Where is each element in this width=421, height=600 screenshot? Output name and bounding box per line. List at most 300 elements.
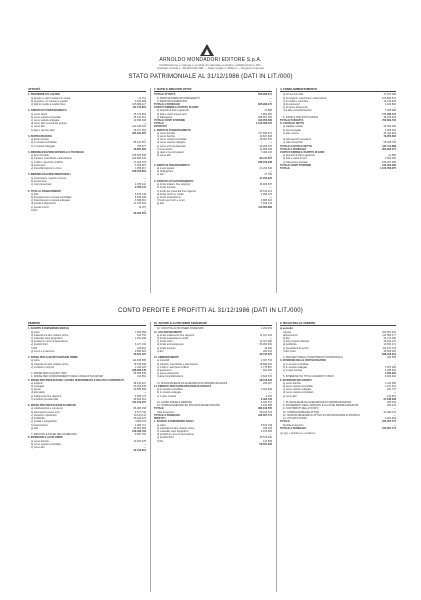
line-item-value: 1.058.917 (134, 167, 146, 171)
line-item-value: 414.561 (386, 394, 396, 398)
line-item-value: 8.922.922 (384, 375, 396, 379)
line-item-value: 95.185.793 (383, 141, 396, 145)
line-item-label: 5. IMMOBILIZZAZIONI IMMATERIALI (28, 173, 71, 177)
line-item-label: 1. SCORTE E RIMANENZE INIZIALI (28, 327, 70, 331)
line-item-label: 1. DEBITI DI FUNZIONAMENTO (154, 128, 191, 132)
line-item-label: 3. FONDI DI ACCANTONAMENTO (154, 179, 194, 183)
line-item-value: — (269, 170, 272, 174)
line-item-value: 36.929.597 (259, 183, 272, 187)
line-item-value: 42.000.182 (383, 125, 396, 129)
line-item-label: 4. IMMOBILIZZAZIONI MATERIALI E TECNICHE (28, 151, 84, 155)
line-item-label: b) materiali ed altre materie prime (31, 333, 69, 337)
line-item-value: 35.165.303 (383, 115, 396, 119)
line-item-value: 3.888.613 (260, 199, 272, 203)
line-item-value: — (269, 391, 272, 395)
line-item-value: 298.567.360 (258, 115, 272, 119)
line-item-label: d) verso società controllanti (283, 391, 314, 395)
line-item-value: 9.976.146 (134, 192, 146, 196)
line-item-label: 7. IMPOSTE E TASSE DELL'ESERCIZIO (31, 433, 77, 437)
line-item-label: d) pubblicità (283, 343, 297, 347)
line-item-label: 12. AMMORTAMENTI (154, 356, 179, 360)
line-item-label: e) prestiti a terzi (31, 205, 49, 209)
line-item-value: 188.267.356 (382, 160, 396, 164)
line-item-value: — (143, 442, 146, 446)
line-item-value: 286.159.948 (258, 160, 272, 164)
line-item-value: 114.556.177 (382, 333, 396, 337)
column-divider (150, 88, 151, 293)
line-item-label: 6. SPESE PER PRESTAZIONI DI SERVIZI (28, 404, 76, 408)
line-item-label: a) depositi di titoli a garanzia (283, 154, 315, 158)
income-statement-title: CONTO PERDITE E PROFITTI AL 31/12/1986 (DATI IN LIT./000) (117, 308, 303, 314)
line-item-label: 14. PERDITE PER PARTECIPAZIONI IN SOCIETÀ (154, 385, 212, 389)
line-item-value: 2.890.623 (134, 349, 146, 353)
line-item-label: 3. SPESE PER ACQUISTI VARI (31, 372, 67, 376)
line-item-label: a) verso clienti (31, 112, 48, 116)
line-item-value: 79.766.468 (133, 362, 146, 366)
line-item-value: 293.027 (262, 381, 272, 385)
line-item-value: 36.744.475 (259, 353, 272, 357)
line-item-value: 19.298.076 (259, 144, 272, 148)
line-item-value: — (393, 362, 396, 366)
section-title: PERDITE (28, 322, 146, 326)
line-item-value: — (143, 122, 146, 126)
line-item-label: b) riserva legale (283, 128, 301, 132)
line-item-value: 1.775.897 (260, 365, 272, 369)
income-col-losses (28, 322, 146, 594)
line-item-label: d) fondo ammortamento (157, 343, 184, 347)
line-item-label: d) prodotti in corso di lavorazione (31, 340, 68, 344)
line-item-label: e) prodotti finiti (31, 343, 48, 347)
line-item-label: PASSIVITÀ (154, 125, 168, 129)
line-item-value: 3.120 (265, 394, 272, 398)
line-item-value: 18.894.000 (259, 362, 272, 366)
line-item-label: d) automezzi (157, 369, 172, 373)
line-item-label: d) di automezzi (283, 103, 300, 107)
line-item-label: a) fondo trattam. fine rapporto (157, 183, 191, 187)
line-item-value: 187.114.888 (382, 144, 396, 148)
section-title: 7. RATEI E RISCONTI ATTIVI (154, 88, 272, 92)
line-item-value: — (393, 138, 396, 142)
line-item-value: 80.441.697 (259, 157, 272, 161)
line-item-label: f) contributi previdenziali (31, 397, 58, 401)
line-item-value: 117.659.673 (258, 131, 272, 135)
line-item-label: f) di altre immobilizzazioni (283, 109, 312, 113)
line-item-value: 4.008.000 (384, 128, 396, 132)
line-item-label: c) verso società collegate (283, 388, 312, 392)
line-item-label: e) verso altri (31, 125, 45, 129)
line-item-value: — (143, 176, 146, 180)
line-item-value: 3.491.609 (260, 388, 272, 392)
line-item-label: b) depositi e c/c bancari e postali (31, 99, 68, 103)
line-item-label: 6. CAPITALE NETTO (280, 122, 305, 126)
section-title: 4. FONDI AMMORTAMENTO (280, 88, 396, 92)
line-item-label: TOTALE PASSIVITÀ (280, 119, 304, 123)
line-item-value: 66.514.111 (133, 413, 146, 417)
line-item-label: f) altri ricavi (283, 349, 296, 353)
line-item-value: 1.557.000 (384, 365, 396, 369)
line-item-value: 180.443 (386, 404, 396, 408)
line-item-label: b) fondo svalutazione crediti (157, 337, 189, 341)
line-item-value: 3.898.961 (134, 199, 146, 203)
line-item-label: 2. CREDITI DI FUNZIONAMENTO (28, 109, 67, 113)
line-item-label: b) finanziamenti a società controllate (31, 195, 72, 199)
line-item-label: a) carta (31, 330, 40, 334)
line-item-value: — (269, 433, 272, 437)
line-item-label: f) altri (157, 349, 164, 353)
line-item-label: g) ratei e risconti passivi (157, 151, 184, 155)
line-item-label: a) verso banche (283, 381, 301, 385)
income-col-profits (280, 322, 396, 594)
line-item-label: a) di beni immobili (283, 93, 304, 97)
line-item-value: 185.154 (386, 401, 396, 405)
line-item-label: a) periodici (280, 327, 294, 331)
line-item-label: a) concessioni, marchi e licenze (31, 176, 67, 180)
line-item-label: e) fondo imposte (157, 346, 176, 350)
line-item-value: 105.605.846 (132, 154, 146, 158)
line-item-label: b) impianti, macchinari e attrezzature (157, 362, 198, 366)
line-item-label: f) fondo per rischi e oneri (157, 199, 185, 203)
line-item-value: — (393, 413, 396, 417)
line-item-label: 4. SPESE PER FUNZIONAMENTO DEGLI ORGANI SOCIETARI (31, 375, 104, 379)
line-item-value: 38.415.321 (133, 381, 146, 385)
line-item-value: 13.149.845 (383, 99, 396, 103)
line-item-label: g) altri (157, 202, 164, 206)
line-item-value: 905.996.271 (258, 103, 272, 107)
line-item-value: 1.013.566 (384, 381, 396, 385)
line-item-label: d) automezzi (31, 163, 46, 167)
line-item-label: c) in altre società (157, 394, 176, 398)
line-item-value: 26.127.054 (133, 128, 146, 132)
line-item-label: TOTALE CAPITALE NETTO (280, 144, 312, 148)
line-item-value: 26.602.800 (133, 426, 146, 430)
line-item-value: 1.201.454 (260, 327, 272, 331)
line-item-label: b) fondo imposte (157, 186, 176, 190)
line-item-label: f) ratei e risconti attivi (31, 128, 55, 132)
line-item-value: 280.163 (262, 349, 272, 353)
line-item-label: c) materiale vario tipografico (31, 337, 63, 341)
footnote: (1) Agg. e Sottolinea e condizioni (280, 431, 315, 435)
line-item-label: e) utile d'esercizio (283, 141, 303, 145)
column-divider (276, 88, 277, 293)
line-item-label: b) obbligazioni (157, 170, 174, 174)
total-row (154, 443, 272, 446)
line-item-value: 111.744.652 (132, 106, 146, 110)
line-item-value: 905.996.271 (258, 93, 272, 97)
line-item-value: 1.010.122 (134, 365, 146, 369)
line-item-label: f) verso erario (157, 147, 173, 151)
line-item-value: 2.367.763 (260, 359, 272, 363)
line-item-label: c) mobili e macchine d'ufficio (31, 160, 63, 164)
line-item-value: 241.770 (386, 388, 396, 392)
line-item-value: 8.570.149 (260, 423, 272, 427)
line-item-value: — (269, 195, 272, 199)
line-item-label: TOTALE (280, 167, 290, 171)
line-item-label: TOTALE ATTIVITÀ (154, 93, 176, 97)
line-item-label: CONTI D'ORDINE E PARTITE DI GIRO (280, 151, 325, 155)
line-item-value: 95.105.793 (259, 410, 272, 414)
line-item-label: 9. PERDITE D'ESERCIZIO (157, 99, 188, 103)
line-item-label: 9. CONTRIBUTI DELLO STATO (283, 407, 319, 411)
line-item-label: a) in società controllate (283, 362, 309, 366)
line-item-label: e) postali e telegrafiche (31, 420, 57, 424)
line-item-label: c) titoli di credito a reddito fisso (31, 103, 66, 107)
line-item-label: b) in società collegate (283, 365, 308, 369)
column-divider (276, 322, 277, 592)
line-item-label: c) di mobili e macchine (283, 99, 309, 103)
line-item-value: 169.660.044 (132, 157, 146, 161)
line-item-label: 8. PERDITE ESERCIZI PRECEDENTI (157, 96, 200, 100)
total-row (280, 167, 396, 170)
line-item-label: f) altri (31, 208, 38, 212)
line-item-value: 1.800.250 (384, 157, 396, 161)
line-item-value: 212.445.103 (132, 125, 146, 129)
line-item-value: 942.067.774 (382, 426, 396, 430)
line-item-value: 188.383.145 (132, 369, 146, 373)
line-item-value: 4.000.900 (384, 372, 396, 376)
line-item-value: 21.580 (264, 109, 272, 113)
line-item-label: 2. DEBITI DI FINANZIAMENTO (154, 163, 190, 167)
line-item-value: 45.626.305 (383, 349, 396, 353)
line-item-value: 305.184.287 (132, 131, 146, 135)
line-item-value: 33.041.964 (383, 131, 396, 135)
line-item-value: 24.480.114 (383, 410, 396, 414)
line-item-value: — (269, 337, 272, 341)
line-item-value: 39.602.461 (133, 397, 146, 401)
line-item-value: 391.557.941 (382, 330, 396, 334)
section-title: ATTIVITÀ (28, 88, 146, 92)
line-item-label: a) fondo trattamento fine rapporto (157, 333, 195, 337)
line-item-value: 8.633.499 (134, 195, 146, 199)
line-item-label: a) verso fornitori (157, 131, 176, 135)
line-item-label: TOTALE (154, 122, 164, 126)
line-item-label: c) finanziamenti a società collegate (31, 199, 70, 203)
line-item-label: 5. INTERESSI SU TITOLI A REDDITO FISSO (283, 375, 334, 379)
line-item-value: 86.088.156 (133, 407, 146, 411)
line-item-label: 5. SPESE PER PRESTAZIONI, LAVORO SUBORDINATO E RELATIVI CONTRIBUTI (28, 378, 124, 382)
line-item-value: 45.176.864 (133, 112, 146, 116)
line-item-value: — (143, 138, 146, 142)
line-item-value: 25.443.247 (133, 417, 146, 421)
line-item-label: a) carta (157, 423, 166, 427)
line-item-value: 58.561.920 (259, 442, 272, 446)
line-item-label: a) collaborazioni e compensi (31, 407, 63, 411)
line-item-label: a) azioni proprie (31, 138, 49, 142)
line-item-label: CONTI D'ORDINE E PARTITE DI GIRO (154, 106, 199, 110)
line-item-value: 114.065.883 (258, 205, 272, 209)
line-item-value: 105.868.117 (132, 103, 146, 107)
line-item-value: 21.203.306 (259, 167, 272, 171)
line-item-value: 942.067.774 (382, 420, 396, 424)
balance-col-assets (28, 88, 146, 298)
line-item-label: TOTALE A PAREGGIO (154, 103, 181, 107)
line-item-label: 13. MINUSVALENZE DA ALIENAZIONI DI IMMOBILIZZAZIONI (157, 381, 228, 385)
line-item-value: 171.480.715 (382, 112, 396, 116)
line-item-value: 17.513.908 (383, 93, 396, 97)
line-item-label: f) assicurazioni (31, 423, 48, 427)
line-item-value: 2.785.441 (134, 183, 146, 187)
line-item-label: TOTALE A PAREGGIO (154, 413, 181, 417)
line-item-value: 313.561 (136, 375, 146, 379)
line-item-label: 7. PLUSVALENZE DA ALIENAZIONE DI IMMOBILIZZAZIONI (283, 401, 352, 405)
total-row (280, 427, 396, 430)
balance-sheet-title: STATO PATRIMONIALE AL 31/12/1986 (DATI IN LIT./000) (128, 74, 293, 80)
line-item-value: 921.450 (262, 369, 272, 373)
balance-col-equity (280, 88, 396, 298)
line-item-value: 9.577.744 (134, 410, 146, 414)
line-item-value: 709.609.733 (382, 119, 396, 123)
line-item-label: c) fideiussioni (157, 115, 173, 119)
line-item-label: b) impiegati (31, 385, 44, 389)
line-item-label: b) libri (283, 337, 290, 341)
line-item-value: 111.496.865 (132, 359, 146, 363)
line-item-label: c) inchiostri e chimici (31, 365, 55, 369)
line-item-value: 9.897.764 (134, 433, 146, 437)
line-item-label: a) immobili (157, 359, 170, 363)
line-item-label: a) titoli (31, 192, 39, 196)
balance-col-liabilities (154, 88, 272, 298)
line-item-label: b) lavorazioni presso terzi (31, 410, 60, 414)
line-item-label: TOTALE A PAREGGIO (280, 426, 307, 430)
line-item-value: 17.461.722 (133, 160, 146, 164)
line-item-value: 25.131.614 (133, 115, 146, 119)
line-item-label: d) giornalisti (31, 391, 45, 395)
line-item-value: 219.469.794 (132, 429, 146, 433)
line-item-value: 3.127.166 (134, 343, 146, 347)
line-item-label: d) verso altre società del gruppo (31, 122, 67, 126)
line-item-value: 111.617.703 (382, 346, 396, 350)
line-item-label: 1. DISPONIBILITÀ LIQUIDE (28, 93, 60, 97)
line-item-value: 13.500.171 (383, 343, 396, 347)
line-item-label: a) in società controllate (157, 388, 183, 392)
line-item-value: — (143, 208, 146, 212)
line-item-value: 6.460.115 (261, 151, 272, 155)
total-row (154, 206, 272, 209)
line-item-label: b) titoli e valori presso terzi (157, 112, 187, 116)
line-item-label: e) di spese pluriennali (283, 106, 308, 110)
line-item-label: b) impianti, macchinari e attrezzature (31, 157, 72, 161)
line-item-label: c) trasporti e spedizioni (31, 413, 57, 417)
line-item-label: 11. SOPRAVVENIENZE DI ATTIVO E INSUSSISTENZE DI PASSIVO (283, 413, 360, 417)
line-item-label: a) dirigenti (31, 381, 43, 385)
line-item-label: 10. SCONTI E ALTRI ONERI FINANZIARI (157, 327, 204, 331)
line-item-value: 114.508 (263, 439, 272, 443)
line-item-value: 40.847.666 (259, 135, 272, 139)
line-item-label: d) verso società collegate (157, 141, 186, 145)
line-item-label: 10. SOPRAVVENIENZE ATTIVE (283, 410, 320, 414)
line-item-label: PROFITTI (154, 417, 166, 421)
line-item-label: 4. DIVIDENDI DELLE PARTECIPAZIONI (280, 359, 326, 363)
line-item-value: 7.398.608 (384, 109, 396, 113)
section-title: 10. SCONTI E ALTRI ONERI FINANZIARI (154, 322, 272, 326)
column-divider (150, 322, 151, 592)
line-item-label: d) fondo rischi su crediti (157, 192, 184, 196)
line-item-label: b) in società collegate (157, 391, 182, 395)
line-item-label: c) operai (31, 388, 41, 392)
line-item-label: 6. TITOLI E FINANZIAMENTI (28, 189, 62, 193)
line-item-label: e) prestazioni di servizi (283, 346, 309, 350)
line-item-label: a) denaro e valori esistenti in cassa (31, 96, 71, 100)
line-item-value: — (143, 179, 146, 183)
line-item-label: TOTALE (154, 407, 164, 411)
line-item-label: 2. SPESE PER ACQUISTI MATERIE PRIME (28, 356, 78, 360)
line-item-label: a) depositi di titoli a garanzia (157, 109, 189, 113)
line-item-label: b) verso società controllate (31, 442, 61, 446)
line-item-value: 1.100.058.075 (380, 167, 396, 171)
line-item-value: 320.585 (386, 356, 396, 360)
line-item-label: 6. INTERESSI DEI CREDITI (280, 378, 312, 382)
line-item-value: 3.446.809 (134, 99, 146, 103)
income-col-losses-cont (154, 322, 272, 594)
line-item-label: b) verso banche (157, 135, 175, 139)
line-item-label: c) in società collegate (31, 144, 56, 148)
line-item-label: a) verso banche (31, 439, 49, 443)
company-name: ARNOLDO MONDADORI EDITORE S.p.A. (159, 57, 262, 63)
line-item-label: c) verso società controllate (157, 138, 187, 142)
line-item-value: 2.440.864 (384, 103, 396, 107)
line-item-label: f) libri (31, 346, 38, 350)
line-item-value: 838.318.919 (382, 353, 396, 357)
line-item-value: 1.800.250 (260, 112, 272, 116)
line-item-value: 3.452.687 (134, 163, 146, 167)
line-item-value: 3.200.906 (384, 417, 396, 421)
line-item-value: — (269, 96, 272, 100)
line-item-label: b) avviamento (31, 179, 47, 183)
line-item-label: 11. ACCANTONAMENTI (154, 330, 182, 334)
line-item-value: 3.494.733 (260, 397, 272, 401)
line-item-value: 2.440.688 (260, 404, 272, 408)
line-item-label: 1. SCORTE E RIMANENZE FINALI (154, 420, 194, 424)
line-item-label: Perdita d'esercizio (283, 423, 304, 427)
line-item-value: 785.577 (136, 144, 146, 148)
line-item-label: e) fondo svalutazione (157, 195, 181, 199)
line-item-value: 16.400 (264, 346, 272, 350)
line-item-label: b) in società controllate (31, 141, 57, 145)
line-item-value: — (143, 445, 146, 449)
line-item-label: c) mobili e macchine d'ufficio (157, 365, 189, 369)
line-item-label: 5. RATEI E RISCONTI PASSIVI (283, 115, 319, 119)
line-item-label: a) beni immobili (31, 154, 49, 158)
company-logo-icon (200, 44, 214, 56)
line-item-value: 21.256.026 (259, 176, 272, 180)
line-item-label: d) prodotti in corso di lavorazione (157, 433, 194, 437)
line-item-value: 33.887.084 (133, 147, 146, 151)
line-item-value: 22.713.050 (383, 337, 396, 341)
line-item-label: 15. ALTRE SPESE E PERDITE (157, 401, 192, 405)
line-item-value: 194.102.257 (132, 401, 146, 405)
line-item-value: 21.580 (388, 154, 396, 158)
line-item-label: 12. UTILIZZO FONDI (283, 417, 307, 421)
line-item-label: abbonamenti (283, 333, 298, 337)
line-item-value: 10.307.475 (133, 439, 146, 443)
line-item-value: 21.548.286 (383, 397, 396, 401)
line-item-value: 3.604.572 (260, 375, 272, 379)
line-item-value: — (269, 141, 272, 145)
line-item-value: 79.050.000 (383, 135, 396, 139)
line-item-label: TOTALE CONTI D'ORDINE (280, 163, 312, 167)
line-item-value: 7.663.858 (134, 330, 146, 334)
line-item-value: 40.685.968 (133, 388, 146, 392)
line-item-value: 11.858.649 (259, 147, 272, 151)
line-item-label: d) utili esercizi precedenti (283, 138, 312, 142)
line-item-label: c) altri (157, 173, 164, 177)
line-item-value: 63.353.545 (133, 385, 146, 389)
line-item-label: 8. INCREMENTI DEGLI IMPIANTI E DI ALTRE IMMOBILIZZAZIONI (283, 404, 359, 408)
line-item-label: a) carta (31, 359, 40, 363)
company-line-1: Pubblicazione e stampa e vendita di materiale periodico, pubblicazioni e libri. (159, 63, 262, 67)
line-item-label: a) mutui passivi (157, 167, 175, 171)
line-item-value: 21.701 (138, 96, 146, 100)
line-item-value: 1.280.717 (134, 423, 146, 427)
